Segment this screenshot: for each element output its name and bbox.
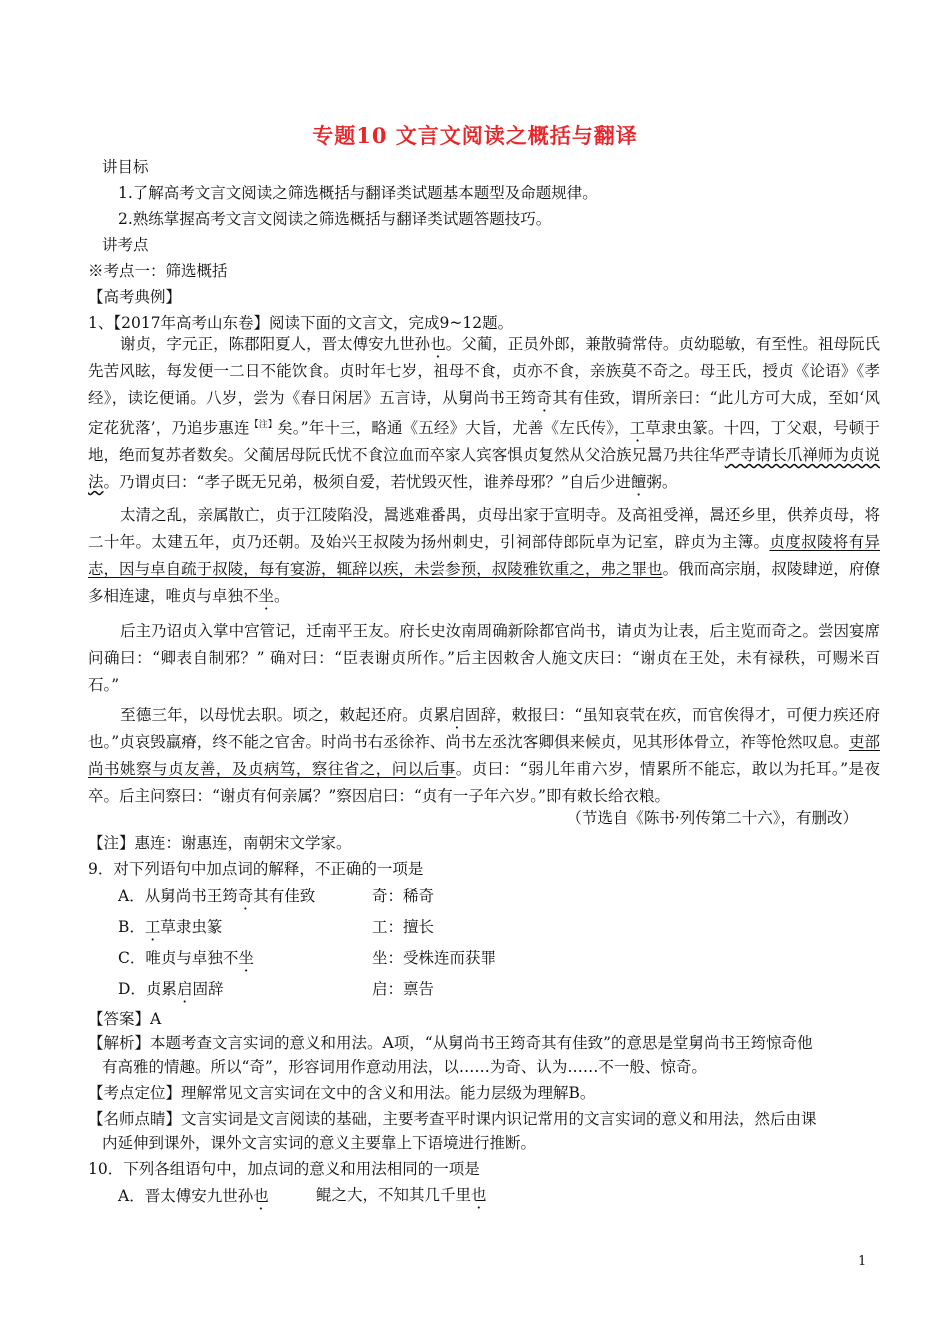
passage-paragraph-4: 至德三年，以母忧去职。顷之，敕起还府。贞累启固辞，敕报曰：“虽知哀茕在疚，而官俟得才，可便力疾还府也。”贞哀毁羸瘠，终不能之官舍。时尚书右丞徐祚、尚书左丞沈客卿俱来候贞，见其形体骨立，祚等怆然叹息。吏部尚书姚察与贞友善，及贞病笃，察往省之，问以后事。贞曰：“弱儿年甫六岁，情累所不能忘，敢以为托耳。”是夜卒。后主问察曰：“谢贞有何亲属？”察因启曰：“贞有一子年六岁。”即有敕长给衣粮。 — [88, 706, 880, 805]
question-9-stem: 9．对下列语句中加点词的解释，不正确的一项是 — [88, 860, 424, 878]
passage-paragraph-3: 后主乃诏贞入掌中宫管记，迁南平王友。府长史汝南周确新除都官尚书，请贞为让表，后主览而奇之。尝因宴席问确曰：“卿表自制邪？” 确对曰：“臣表谢贞所作。”后主因敕舍人施文庆曰：“谢贞在王处，未有禄秩，可赐米百石。” — [88, 622, 880, 694]
question-10-stem: 10．下列各组语句中，加点词的意义和用法相同的一项是 — [88, 1160, 480, 1178]
q9-option-b: B．工草隶虫篆 — [118, 918, 223, 936]
q9-tip-line-2: 内延伸到课外，课外文言实词的意义主要靠上下语境进行推断。 — [102, 1134, 537, 1152]
passage-paragraph-2: 太清之乱，亲属散亡，贞于江陵陷没，暠逃难番禺，贞母出家于宣明寺。及高祖受禅，暠还乡里，供养贞母，将二十年。太建五年，贞乃还朝。及始兴王叔陵为扬州刺史，引祠部侍郎阮卓为记室，辟贞为主簿。贞度叔陵将有异志，因与卓自疏于叔陵，每有宴游，辄辞以疾，未尝参预，叔陵雅钦重之，弗之罪也。俄而高宗崩，叔陵肆逆，府僚多相连逮，唯贞与卓独不坐。 — [88, 506, 880, 605]
q9-option-a: A．从舅尚书王筠奇其有佳致 — [118, 887, 316, 905]
q10-option-a: A．晋太傅安九世孙也 — [118, 1187, 269, 1205]
q9-option-c: C．唯贞与卓独不坐 — [118, 949, 254, 967]
q9-tip-line-1: 【名师点睛】文言实词是文言阅读的基础，主要考查平时课内识记常用的文言实词的意义和用法，然后由课 — [88, 1110, 817, 1128]
question-intro: 1、【2017年高考山东卷】阅读下面的文言文，完成9~12题。 — [88, 314, 514, 332]
example-heading: 【高考典例】 — [88, 288, 182, 306]
q9-point: 【考点定位】理解常见文言实词在文中的含义和用法。能力层级为理解B。 — [88, 1084, 596, 1102]
passage-source: （节选自《陈书·列传第二十六》，有删改） — [566, 809, 858, 827]
q9-answer: 【答案】A — [88, 1010, 162, 1028]
q9-option-d: D．贞累启固辞 — [118, 980, 224, 998]
q9-analysis-line-1: 【解析】本题考查文言实词的意义和用法。A项，“从舅尚书王筠奇其有佳致”的意思是堂舅尚书王筠惊奇他 — [88, 1034, 813, 1052]
q10-option-a-compare: 鲲之大，不知其几千里也 — [316, 1186, 487, 1204]
q9-option-b-meaning: 工：擅长 — [372, 918, 435, 936]
q9-option-c-meaning: 坐：受株连而获罪 — [372, 949, 497, 967]
page-number: 1 — [858, 1254, 867, 1269]
goal-item: 2.熟练掌握高考文言文阅读之筛选概括与翻译类试题答题技巧。 — [118, 210, 552, 228]
goal-item: 1.了解高考文言文阅读之筛选概括与翻译类试题基本题型及命题规律。 — [118, 184, 598, 202]
q9-analysis-line-2: 有高雅的情趣。所以“奇”，形容词用作意动用法，以……为奇、认为……不一般、惊奇。 — [102, 1058, 707, 1076]
page-title: 专题10 文言文阅读之概括与翻译 — [312, 123, 638, 148]
q9-option-d-meaning: 启：禀告 — [372, 980, 435, 998]
passage-paragraph-1: 谢贞，字元正，陈郡阳夏人，晋太傅安九世孙也。父蔺，正员外郎，兼散骑常侍。贞幼聪敏，有至性。祖母阮氏先苦风眩，每发便一二日不能饮食。贞时年七岁，祖母不食，贞亦不食，亲族莫不奇之。母王氏，授贞《论语》《孝经》，读讫便诵。八岁，尝为《春日闲居》五言诗，从舅尚书王筠奇其有佳致，谓所亲曰：“此儿方可大成，至如‘风定花犹落’，乃追步惠连$^{【注】}$矣。”年十三，略通《五经》大旨，尤善《左氏传》，工草隶虫篆。十四，丁父艰，号顿于地，绝而复苏者数矣。父蔺居母阮氏忧不食泣血而卒家人宾客惧贞复然从父洽族兄暠乃共往华严寺请长爪禅师为贞说法。乃谓贞曰：“孝子既无兄弟，极须自爱，若忧毁灭性，谁养母邪？”自后少进饘粥。 — [88, 335, 880, 492]
q9-option-a-meaning: 奇：稀奇 — [372, 887, 435, 905]
section-label: 讲考点 — [102, 236, 149, 254]
section-label: 讲目标 — [102, 158, 149, 176]
passage-note: 【注】惠连：谢惠连，南朝宋文学家。 — [88, 834, 352, 852]
point-heading: ※考点一：筛选概括 — [88, 262, 228, 280]
